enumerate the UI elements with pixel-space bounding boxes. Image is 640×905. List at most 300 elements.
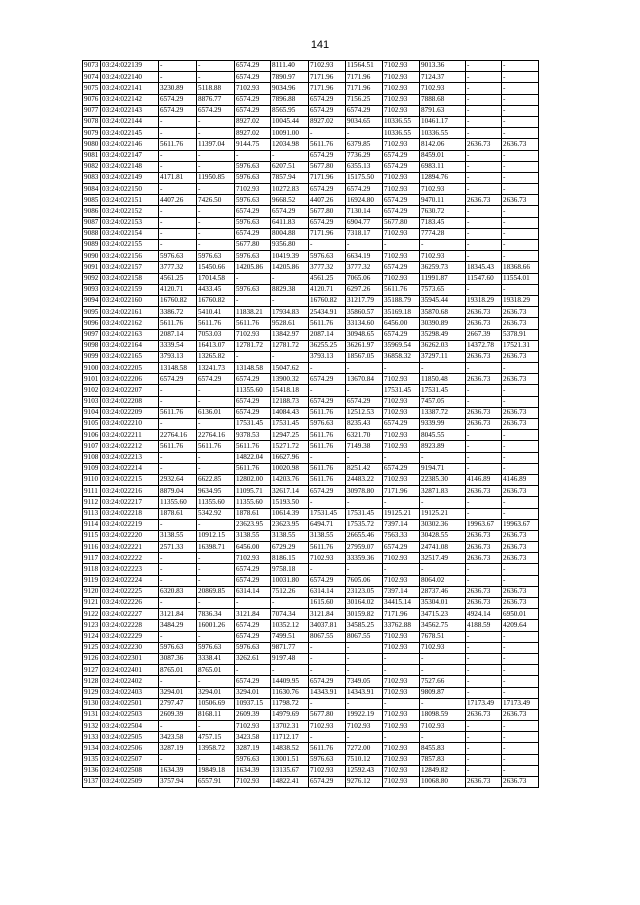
table-cell: 7102.93 [383,441,420,452]
table-row [83,295,539,306]
table-cell: 9137 [83,777,101,788]
table-cell: 03:24:022215 [101,474,159,485]
table-cell: - [309,698,346,709]
table-row [83,351,539,362]
table-cell: 03:24:022213 [101,452,159,463]
table-cell: 7149.38 [346,441,383,452]
table-cell: 2609.39 [159,709,197,720]
table-cell: 2636.73 [502,709,539,720]
table-cell: 03:24:022223 [101,564,159,575]
table-cell: 3423.58 [235,732,271,743]
table-cell: 8064.02 [420,575,466,586]
table-cell: 6574.29 [197,105,235,116]
table-cell: - [466,452,502,463]
table-cell: 9112 [83,497,101,508]
table-cell: 3793.13 [159,351,197,362]
table-cell: 16760.82 [197,295,235,306]
table-cell: - [466,396,502,407]
table-cell: 36255.25 [309,340,346,351]
table-cell: - [502,743,539,754]
table-cell: - [235,351,271,362]
table-cell: 03:24:022228 [101,620,159,631]
table-cell: 13670.84 [346,374,383,385]
table-cell: - [383,497,420,508]
table-cell: 03:24:022139 [101,61,159,72]
table-cell: 6355.13 [346,161,383,172]
table-row [83,318,539,329]
table-cell: 2636.73 [466,553,502,564]
table-cell: 6574.29 [235,61,271,72]
table-cell: 2636.73 [502,598,539,609]
table-cell: - [466,631,502,642]
table-cell: 10937.15 [235,698,271,709]
table-cell: 26655.46 [346,530,383,541]
table-cell: 9096 [83,318,101,329]
table-cell: 3121.84 [309,609,346,620]
table-cell: - [383,732,420,743]
table-cell: 15271.72 [271,441,309,452]
table-cell: - [466,150,502,161]
table-cell: 9086 [83,206,101,217]
table-cell: 9133 [83,732,101,743]
table-cell: 6574.29 [235,72,271,83]
table-cell: - [159,228,197,239]
table-cell: - [197,150,235,161]
table-cell: - [466,765,502,776]
table-cell: 6574.29 [383,419,420,430]
table-cell: 17531.45 [235,419,271,430]
table-cell: 11991.87 [420,273,466,284]
table-cell: - [502,385,539,396]
table-cell: 7102.93 [383,172,420,183]
table-cell: 6494.71 [309,519,346,530]
table-cell: 6320.83 [159,586,197,597]
table-cell: 6622.85 [197,474,235,485]
table-cell: - [502,463,539,474]
table-cell: - [346,497,383,508]
table-cell: 5976.63 [235,161,271,172]
table-cell: 03:24:022207 [101,385,159,396]
table-cell: 03:24:022507 [101,754,159,765]
table-cell: - [197,228,235,239]
table-cell: - [159,553,197,564]
table-cell: 7888.68 [420,94,466,105]
table-cell: 11712.17 [271,732,309,743]
table-cell: 5611.76 [235,318,271,329]
table-cell: 2636.73 [502,486,539,497]
table-cell: 6574.29 [235,396,271,407]
table-cell: 9077 [83,105,101,116]
table-row [83,206,539,217]
table-cell: 32517.49 [420,553,466,564]
table-cell: 9090 [83,251,101,262]
table-cell: 11397.04 [197,139,235,150]
table-cell: - [197,575,235,586]
table-row [83,508,539,519]
table-cell: 10912.15 [197,530,235,541]
table-cell: - [466,732,502,743]
table-cell: - [159,184,197,195]
table-cell: 03:24:022146 [101,139,159,150]
table-cell: - [159,61,197,72]
table-cell: 9144.75 [235,139,271,150]
table-cell: 6574.29 [383,329,420,340]
table-cell: 11547.60 [466,273,502,284]
table-cell: - [383,653,420,664]
table-cell: 7102.93 [383,474,420,485]
table-cell: 5611.76 [309,743,346,754]
table-cell: 7102.93 [383,721,420,732]
table-cell: 2636.73 [502,318,539,329]
table-cell: 9809.87 [420,687,466,698]
table-cell: 12947.25 [271,430,309,441]
table-cell: 03:24:022503 [101,709,159,720]
table-cell: 6207.51 [271,161,309,172]
table-cell: - [309,240,346,251]
table-cell: - [197,161,235,172]
table-row [83,284,539,295]
table-cell: 7171.96 [346,72,383,83]
table-cell: 03:24:022158 [101,273,159,284]
table-cell: 9103 [83,396,101,407]
table-cell: 6574.29 [197,374,235,385]
table-cell: 3287.19 [235,743,271,754]
table-row [83,217,539,228]
table-cell: 13241.73 [197,363,235,374]
table-cell: - [466,430,502,441]
table-cell: 3757.94 [159,777,197,788]
table-cell: 2636.73 [466,777,502,788]
table-cell: 7102.93 [383,407,420,418]
table-cell: - [346,732,383,743]
table-row [83,676,539,687]
table-cell: 2636.73 [502,419,539,430]
table-cell: 6574.29 [309,374,346,385]
table-row [83,374,539,385]
table-cell: 9122 [83,609,101,620]
table-cell: 31217.79 [346,295,383,306]
table-cell: - [466,105,502,116]
table-cell: 9117 [83,553,101,564]
table-cell: 6297.26 [346,284,383,295]
table-cell: - [420,698,466,709]
table-row [83,195,539,206]
table-cell: 7102.93 [383,61,420,72]
table-row [83,631,539,642]
table-cell: 8879.04 [159,486,197,497]
table-cell: - [466,284,502,295]
table-cell: 12512.53 [346,407,383,418]
table-cell: 7102.93 [235,184,271,195]
table-cell: 7774.28 [420,228,466,239]
table-cell: 3287.19 [159,743,197,754]
table-cell: 9108 [83,452,101,463]
table-cell: 9089 [83,240,101,251]
table-row [83,83,539,94]
table-cell: 5976.63 [235,284,271,295]
table-cell: - [159,452,197,463]
table-cell: 2636.73 [466,351,502,362]
table-cell: 7102.93 [383,754,420,765]
table-cell: 7102.93 [383,228,420,239]
table-cell: - [466,228,502,239]
table-cell: 30390.89 [420,318,466,329]
table-cell: - [502,452,539,463]
table-cell: - [502,497,539,508]
table-cell: 5611.76 [159,407,197,418]
table-cell: - [159,754,197,765]
table-cell: 9126 [83,653,101,664]
table-row [83,609,539,620]
table-cell: 35870.68 [420,307,466,318]
table-cell: - [502,721,539,732]
table-cell: 5611.76 [197,318,235,329]
table-cell: - [197,754,235,765]
table-cell: 2636.73 [502,195,539,206]
table-cell: 9758.18 [271,564,309,575]
table-cell: 7102.93 [235,83,271,94]
table-cell: - [346,665,383,676]
table-cell: 03:24:022219 [101,519,159,530]
table-cell: - [466,116,502,127]
table-cell: 2636.73 [466,307,502,318]
table-cell: - [466,363,502,374]
table-cell: 35945.44 [420,295,466,306]
table-cell: 4171.81 [159,172,197,183]
table-cell: - [502,228,539,239]
table-cell: - [502,765,539,776]
table-row [83,94,539,105]
table-cell: 23623.95 [235,519,271,530]
table-cell: 35169.18 [383,307,420,318]
table-cell: 14979.69 [271,709,309,720]
table-cell: 7102.93 [309,721,346,732]
table-row [83,273,539,284]
table-cell: 6574.29 [159,105,197,116]
table-cell: 9095 [83,307,101,318]
table-cell: 5118.88 [197,83,235,94]
table-cell: 17934.83 [271,307,309,318]
table-cell: 6983.11 [420,161,466,172]
table-cell: 03:24:022225 [101,586,159,597]
table-cell: 3230.89 [159,83,197,94]
table-cell: - [159,631,197,642]
table-cell: 03:24:022501 [101,698,159,709]
table-cell: 11355.60 [235,385,271,396]
table-cell: 7102.93 [383,251,420,262]
table-cell: 24741.08 [420,542,466,553]
table-cell: 2636.73 [466,374,502,385]
data-table [82,60,539,788]
table-cell: 36261.97 [346,340,383,351]
table-cell: 4146.89 [502,474,539,485]
table-cell: 33134.60 [346,318,383,329]
table-cell: 6574.29 [235,407,271,418]
table-cell: 10272.83 [271,184,309,195]
table-cell: 18567.05 [346,351,383,362]
table-cell: 7171.96 [346,83,383,94]
table-cell: - [502,161,539,172]
table-cell: 8765.01 [197,665,235,676]
table-cell: 16760.82 [159,295,197,306]
table-cell: 7102.93 [420,184,466,195]
table-cell: 6314.14 [235,586,271,597]
table-cell: 3339.54 [159,340,197,351]
table-cell: - [420,497,466,508]
table-cell: 33359.36 [346,553,383,564]
table-cell: - [420,732,466,743]
table-cell: - [466,508,502,519]
table-cell: 03:24:022149 [101,172,159,183]
table-cell: 4561.25 [309,273,346,284]
table-cell: 11355.60 [159,497,197,508]
table-cell: 16924.80 [346,195,383,206]
table-cell: 11798.72 [271,698,309,709]
table-cell: 2636.73 [466,419,502,430]
table-cell: 03:24:022403 [101,687,159,698]
table-cell: - [420,452,466,463]
table-cell: 7102.93 [383,374,420,385]
table-cell: 34715.23 [420,609,466,620]
table-cell: - [466,743,502,754]
table-cell: - [502,116,539,127]
table-cell: 7857.94 [271,172,309,183]
table-cell: 4188.59 [466,620,502,631]
table-cell: 5611.76 [309,318,346,329]
table-cell: 6411.83 [271,217,309,228]
table-cell: - [346,642,383,653]
table-cell: 5976.63 [235,754,271,765]
table-cell: 7397.14 [383,519,420,530]
table-cell: 1878.61 [159,508,197,519]
table-cell: 14409.95 [271,676,309,687]
table-cell: 3793.13 [309,351,346,362]
table-cell: 6314.14 [309,586,346,597]
table-cell: 18345.43 [466,262,502,273]
table-cell: 03:24:022142 [101,94,159,105]
table-cell: 3087.36 [159,653,197,664]
table-cell: 7102.93 [235,329,271,340]
table-cell: 11950.85 [197,172,235,183]
table-cell: 8459.01 [420,150,466,161]
table-cell: 9102 [83,385,101,396]
table-cell: 7605.06 [346,575,383,586]
table-cell: 4924.14 [466,609,502,620]
table-cell: 34037.81 [309,620,346,631]
table-cell: 7102.93 [309,61,346,72]
table-cell: - [466,206,502,217]
table-cell: 3294.01 [197,687,235,698]
table-cell: 9098 [83,340,101,351]
table-cell: 6574.29 [383,542,420,553]
table-cell: 8235.43 [346,419,383,430]
table-cell: 3386.72 [159,307,197,318]
table-cell: - [271,150,309,161]
table-cell: 8004.88 [271,228,309,239]
table-cell: 7272.00 [346,743,383,754]
table-cell: 22385.30 [420,474,466,485]
table-cell: 03:24:022155 [101,240,159,251]
table-cell: 6574.29 [309,217,346,228]
table-cell: - [466,665,502,676]
table-cell: 7102.93 [235,553,271,564]
table-cell: 03:24:022210 [101,419,159,430]
table-cell: 1634.39 [235,765,271,776]
table-cell: 10091.00 [271,128,309,139]
table-cell: 9528.61 [271,318,309,329]
table-cell: 03:24:022148 [101,161,159,172]
table-cell: 7171.96 [309,228,346,239]
table-cell: 36858.32 [383,351,420,362]
table-row [83,329,539,340]
table-row [83,542,539,553]
table-cell: 6574.29 [309,396,346,407]
table-cell: 9083 [83,172,101,183]
table-cell: 9093 [83,284,101,295]
table-cell: 2636.73 [466,407,502,418]
table-cell: 8186.15 [271,553,309,564]
table-cell: 9124 [83,631,101,642]
table-cell: 10614.39 [271,508,309,519]
table-cell: 7102.93 [383,765,420,776]
table-cell: 15450.66 [197,262,235,273]
table-cell: - [420,564,466,575]
table-cell: 24483.22 [346,474,383,485]
table-cell: 9128 [83,676,101,687]
table-cell: - [197,452,235,463]
table-cell: 16001.26 [197,620,235,631]
table-cell: 9034.96 [271,83,309,94]
table-cell: 7102.93 [383,94,420,105]
table-cell: - [159,240,197,251]
table-cell: 30978.80 [346,486,383,497]
table-row [83,530,539,541]
table-cell: - [502,83,539,94]
table-cell: 7171.96 [309,172,346,183]
table-cell: 10045.44 [271,116,309,127]
table-cell: 5976.63 [197,642,235,653]
table-cell: 7102.93 [420,721,466,732]
table-cell: 03:24:022140 [101,72,159,83]
table-cell: 15047.62 [271,363,309,374]
table-cell: - [420,653,466,664]
table-cell: 6574.29 [235,575,271,586]
table-cell: 20869.85 [197,586,235,597]
table-cell: 9871.77 [271,642,309,653]
table-row [83,698,539,709]
table-cell: 11355.60 [197,497,235,508]
table-row [83,307,539,318]
table-cell: 6574.29 [271,206,309,217]
table-cell: 7102.93 [383,676,420,687]
table-cell: 6574.29 [235,631,271,642]
table-cell: 11355.60 [235,497,271,508]
table-cell: 8927.02 [235,116,271,127]
table-cell: 11554.01 [502,273,539,284]
table-cell: 03:24:022157 [101,262,159,273]
table-cell: - [466,497,502,508]
table-cell: - [502,665,539,676]
table-cell: - [466,653,502,664]
table-cell: 30948.65 [346,329,383,340]
table-cell: 6634.19 [346,251,383,262]
table-cell: - [197,519,235,530]
table-cell: 33762.88 [383,620,420,631]
table-cell: 2636.73 [502,407,539,418]
table-cell: 15418.18 [271,385,309,396]
table-cell: 8111.40 [271,61,309,72]
table-cell: 12802.00 [235,474,271,485]
